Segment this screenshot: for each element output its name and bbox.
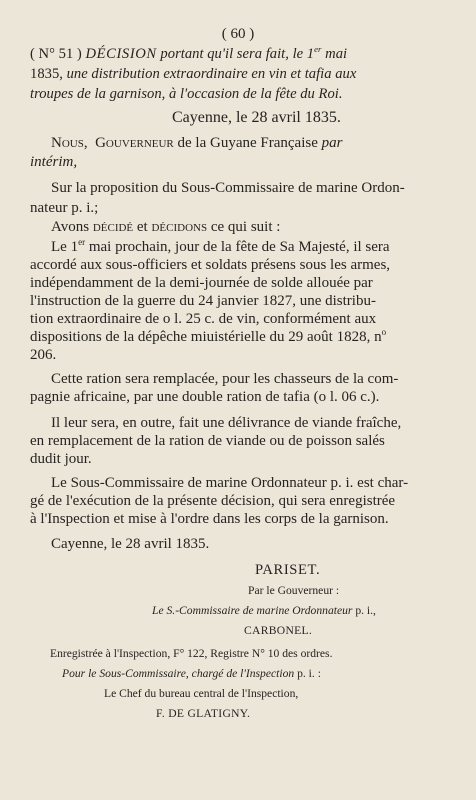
decision-heading-line2: 1835, une distribution extraordinaire en vin et tafia aux: [30, 66, 357, 82]
para2-line1: Cette ration sera remplacée, pour les chasseurs de la com-: [51, 371, 399, 387]
decision-title: DÉCISION: [85, 46, 157, 62]
intro-line2: intérim,: [30, 154, 78, 170]
pour-le-sous-commissaire: Pour le Sous-Commissaire, chargé de l'Inspection p. i. :: [62, 667, 321, 680]
page-number: ( 60 ): [221, 26, 255, 42]
proposition-line2: nateur p. i.;: [30, 200, 99, 216]
chef-du-bureau: Le Chef du bureau central de l'Inspection,: [104, 687, 299, 700]
closing-date: Cayenne, le 28 avril 1835.: [51, 536, 210, 552]
place-date: Cayenne, le 28 avril 1835.: [172, 109, 341, 126]
para4-line1: Le Sous-Commissaire de marine Ordonnateur p. i. est char-: [51, 475, 409, 491]
para1-line3: indépendamment de la demi-journée de solde allouée par: [30, 275, 373, 291]
enregistree-line: Enregistrée à l'Inspection, F° 122, Registre N° 10 des ordres.: [50, 647, 333, 660]
para1-line5: tion extraordinaire de o l. 25 c. de vin, conformément aux: [30, 311, 377, 327]
para4-line3: à l'Inspection et mise à l'ordre dans les corps de la garnison.: [30, 511, 389, 527]
para1-line2: accordé aux sous-officiers et soldats présens sous les armes,: [30, 257, 391, 273]
para3-line2: en remplacement de la ration de viande ou de poisson salés: [30, 433, 385, 449]
para1-line1: Le 1er mai prochain, jour de la fête de Sa Majesté, il sera: [51, 237, 390, 255]
para3-line1: Il leur sera, en outre, fait une délivrance de viande fraîche,: [51, 415, 402, 431]
par-le-gouverneur: Par le Gouverneur :: [248, 584, 340, 597]
signatory-pariset: PARISET.: [255, 562, 321, 578]
intro-line1: Nous, Gouverneur de la Guyane Française par: [51, 135, 343, 151]
para1-line4: l'instruction de la guerre du 24 janvier 1827, une distribu-: [30, 293, 376, 309]
decision-heading-line3: troupes de la garnison, à l'occasion de la fête du Roi.: [30, 86, 343, 102]
para3-line3: dudit jour.: [30, 451, 92, 467]
proposition-line1: Sur la proposition du Sous-Commissaire de marine Ordon-: [51, 180, 405, 196]
signatory-carbonel: CARBONEL.: [244, 624, 313, 637]
decision-number: ( N° 51 ): [30, 46, 86, 62]
avons-line: Avons décidé et décidons ce qui suit :: [51, 219, 281, 235]
para2-line2: pagnie africaine, par une double ration de tafia (o l. 06 c.).: [30, 389, 380, 405]
commissaire-line: Le S.-Commissaire de marine Ordonnateur p. i.,: [152, 604, 376, 617]
para1-line7: 206.: [30, 347, 57, 363]
para1-line6: dispositions de la dépêche miuistérielle du 29 août 1828, $n^o$: [30, 327, 387, 345]
signatory-glatigny: F. DE GLATIGNY.: [156, 707, 251, 720]
decision-heading-line1: ( N° 51 ) DÉCISION portant qu'il sera fait, le 1er mai: [30, 44, 348, 62]
para4-line2: gé de l'exécution de la présente décision, qui sera enregistrée: [30, 493, 396, 509]
